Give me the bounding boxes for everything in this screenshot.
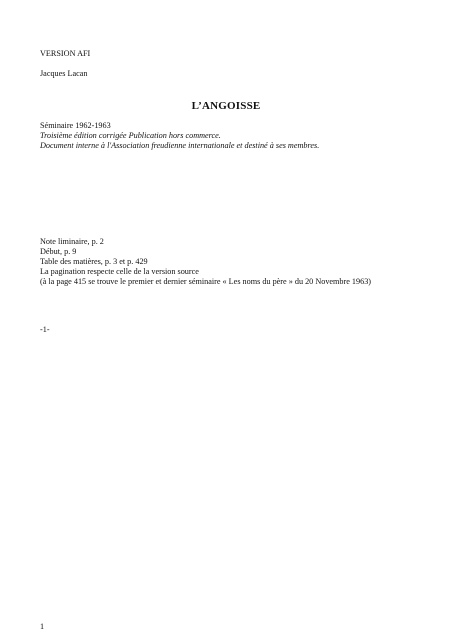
author-name: Jacques Lacan [40, 69, 88, 78]
contents-table-des-matieres: Table des matières, p. 3 et p. 429 [40, 257, 148, 266]
pagination-note: La pagination respecte celle de la version source [40, 267, 199, 276]
contents-note-liminaire: Note liminaire, p. 2 [40, 237, 104, 246]
distribution-note: Document interne à l'Association freudienne internationale et destiné à ses membres. [40, 141, 320, 150]
edition-note: Troisième édition corrigée Publication hors commerce. [40, 131, 221, 140]
seminar-years: Séminaire 1962-1963 [40, 121, 111, 130]
pagination-remark: (à la page 415 se trouve le premier et dernier séminaire « Les noms du père » du 20 Novembre 1963) [40, 277, 372, 286]
version-label: VERSION AFI [40, 49, 91, 58]
document-title: L’ANGOISSE [191, 100, 261, 112]
footer-page-number: 1 [40, 622, 45, 631]
page-marker: -1- [40, 325, 50, 334]
contents-debut: Début, p. 9 [40, 247, 77, 256]
